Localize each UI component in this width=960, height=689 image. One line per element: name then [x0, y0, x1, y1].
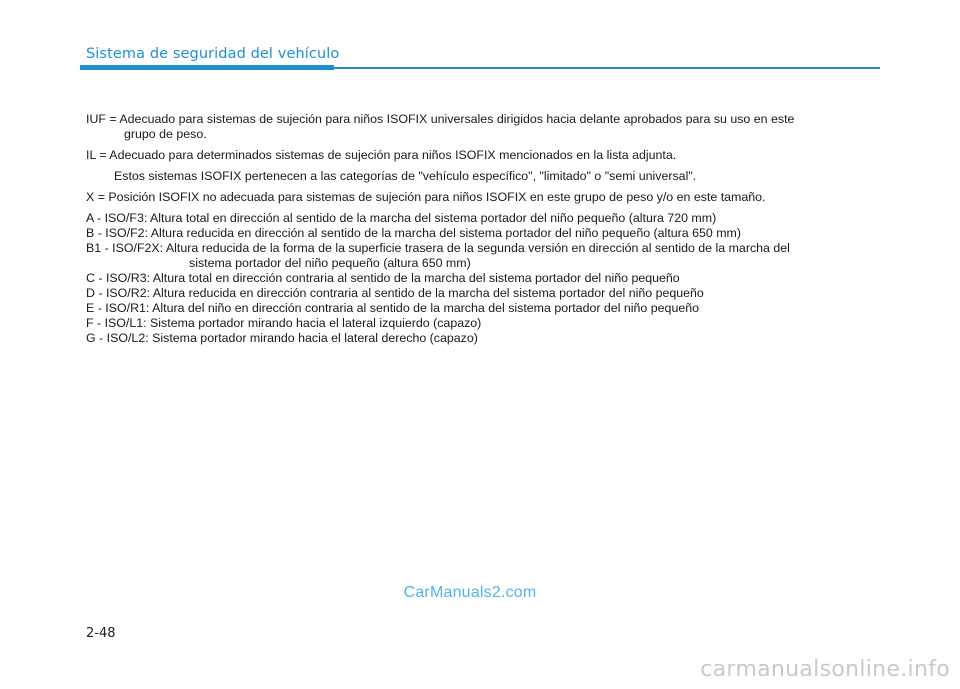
legend-x: X = Posición ISOFIX no adecuada para sistemas de sujeción para niños ISOFIX en este grupo de peso y/o en este tamaño.: [86, 190, 766, 204]
legend-b1: B1 - ISO/F2X: Altura reducida de la forma de la superficie trasera de la segunda versión en dirección al sentido de la marcha del: [86, 241, 790, 255]
legend-text: [86, 112, 886, 346]
section-title: Sistema de seguridad del vehículo: [86, 46, 340, 62]
legend-g: G - ISO/L2: Sistema portador mirando hacia el lateral derecho (capazo): [86, 331, 478, 345]
header-rule: [334, 67, 880, 69]
legend-d: D - ISO/R2: Altura reducida en dirección contraria al sentido de la marcha del sistema portador del niño pequeño: [86, 286, 704, 300]
legend-e: E - ISO/R1: Altura del niño en dirección contraria al sentido de la marcha del sistema portador del niño pequeño: [86, 301, 700, 315]
legend-b: B - ISO/F2: Altura reducida en dirección al sentido de la marcha del sistema portador del niño pequeño (altura 650 mm): [86, 226, 741, 240]
header-rule-accent: [80, 65, 334, 70]
legend-b1-continued: sistema portador del niño pequeño (altura 650 mm): [189, 256, 471, 270]
legend-iuf-continued: grupo de peso.: [124, 127, 207, 141]
legend-f: F - ISO/L1: Sistema portador mirando hacia el lateral izquierdo (capazo): [86, 316, 482, 330]
page-number: 2-48: [86, 626, 116, 641]
legend-iuf: IUF = Adecuado para sistemas de sujeción para niños ISOFIX universales dirigidos hacia delante aprobados para su uso en este: [86, 112, 795, 126]
footer-watermark: carmanualsonline.info: [700, 657, 950, 682]
legend-a: A - ISO/F3: Altura total en dirección al sentido de la marcha del sistema portador del niño pequeño (altura 720 mm): [86, 211, 717, 225]
legend-il-continued: Estos sistemas ISOFIX pertenecen a las categorías de "vehículo específico", "limitado" o "semi universal".: [114, 169, 697, 183]
site-watermark: CarManuals2.com: [403, 584, 537, 601]
legend-c: C - ISO/R3: Altura total en dirección contraria al sentido de la marcha del sistema portador del niño pequeño: [86, 271, 680, 285]
legend-il: IL = Adecuado para determinados sistemas de sujeción para niños ISOFIX mencionados en la lista adjunta.: [86, 148, 677, 162]
